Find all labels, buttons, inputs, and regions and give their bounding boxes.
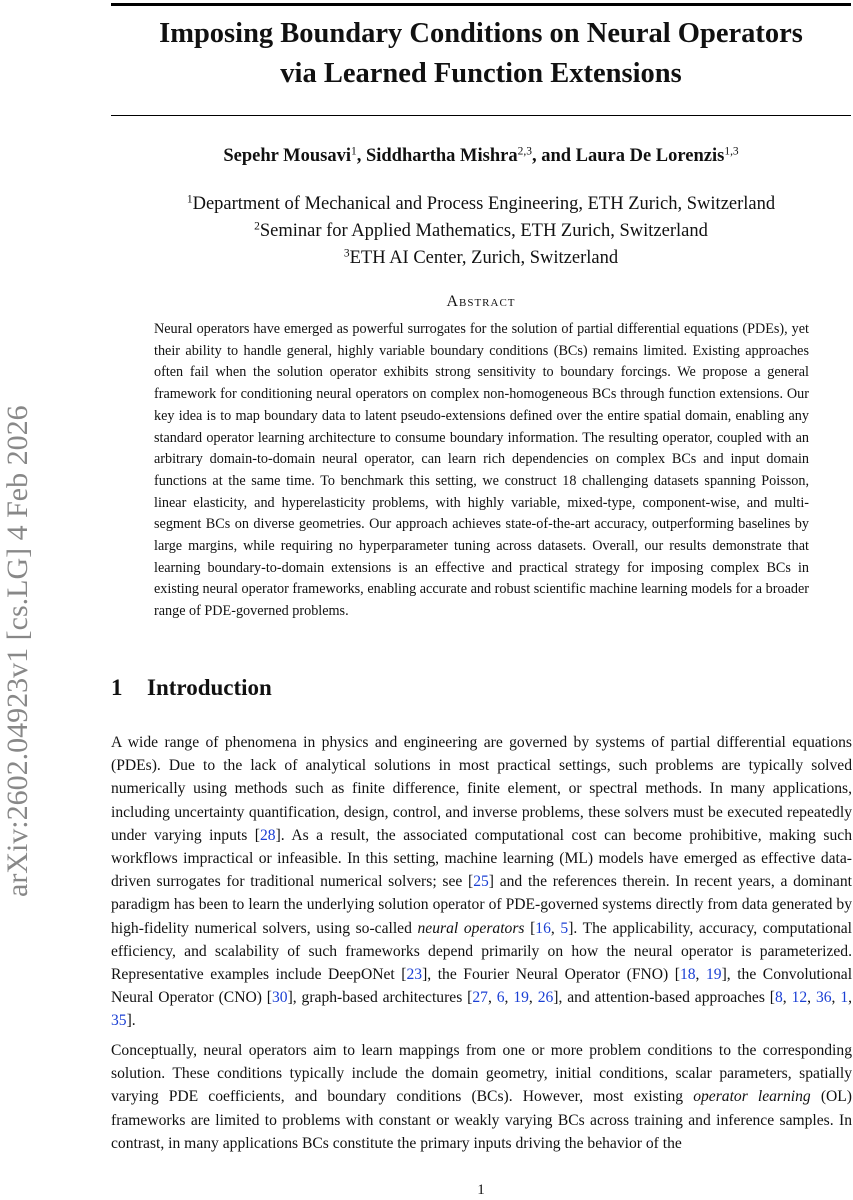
author-list: Sepehr Mousavi$^1$, Siddhartha Mishra$^{2,3}$, and Laura De Lorenzis$^{1,3}$ xyxy=(223,145,739,166)
page-number: 1 xyxy=(477,1182,485,1198)
affiliation-marker: 2 xyxy=(254,220,260,233)
paper-title xyxy=(111,14,851,94)
section-number: 1 xyxy=(111,675,123,700)
citation-link[interactable]: 35 xyxy=(111,1012,127,1030)
author-affiliation-marker: 1,3 xyxy=(724,145,739,158)
author-name: Sepehr Mousavi xyxy=(223,146,351,166)
affiliation-text: ETH AI Center, Zurich, Switzerland xyxy=(349,248,619,268)
citation-link[interactable]: 8 xyxy=(775,989,783,1007)
author-name: Siddhartha Mishra xyxy=(365,146,518,166)
citation-link[interactable]: 19 xyxy=(705,966,722,984)
citation-link[interactable]: 12 xyxy=(791,989,808,1007)
affiliation-list xyxy=(111,191,851,272)
citation-link[interactable]: 26 xyxy=(537,989,554,1007)
citation-link[interactable]: 16 xyxy=(535,919,551,937)
author-name: Laura De Lorenzis xyxy=(575,146,725,166)
top-rule xyxy=(111,3,851,6)
citation-link[interactable]: 6 xyxy=(496,989,505,1007)
citation-link[interactable]: 36 xyxy=(815,989,832,1007)
affiliation-text: Department of Mechanical and Process Engineering, ETH Zurich, Switzerland xyxy=(192,194,776,214)
affiliation-line xyxy=(111,191,851,218)
citation-link[interactable]: 23 xyxy=(406,966,423,984)
affiliation-line xyxy=(111,218,851,245)
emphasized-term: neural operators xyxy=(417,919,525,937)
citation-link[interactable]: 25 xyxy=(473,873,489,891)
abstract-heading: Abstract xyxy=(446,293,516,310)
citation-link[interactable]: 1 xyxy=(840,989,849,1007)
title-line-1: Imposing Boundary Conditions on Neural Operators xyxy=(159,18,803,49)
intro-paragraph-1: A wide range of phenomena in physics and engineering are governed by systems of partial differential equations (PDEs). Due to the lack of analytical solutions in most practical settings, such problems are typically solved numerically using methods such as finite difference, finite element, or spectral methods. In many applications, including uncertainty quantification, design, control, and inverse problems, these solvers must be executed repeatedly under varying inputs [28]. As a result, the associated computational cost can become prohibitive, making such workflows impractical or infeasible. In this setting, machine learning (ML) models have emerged as effective data-driven surrogates for traditional numerical solvers; see [25] and the references therein. In recent years, a dominant paradigm has been to learn the underlying solution operator of PDE-governed systems directly from data generated by high-fidelity numerical solvers, using so-called neural operators [16, 5]. The applicability, accuracy, computational efficiency, and scalability of such frameworks depend primarily on how the neural operator is parameterized. Representative examples include DeepONet [23], the Fourier Neural Operator (FNO) [18, 19], the Convolutional Neural Operator (CNO) [30], graph-based architectures [27, 6, 19, 26], and attention-based approaches [8, 12, 36, 1, 35]. xyxy=(111,734,853,1030)
emphasized-term: operator learning xyxy=(693,1088,811,1106)
citation-link[interactable]: 27 xyxy=(472,989,488,1007)
title-bottom-rule xyxy=(111,115,851,116)
citation-link[interactable]: 30 xyxy=(271,989,288,1007)
affiliation-line xyxy=(111,245,851,272)
section-heading xyxy=(111,675,272,701)
arxiv-identifier-stamp: arXiv:2602.04923v1 [cs.LG] 4 Feb 2026 xyxy=(1,405,34,897)
affiliation-text: Seminar for Applied Mathematics, ETH Zurich, Switzerland xyxy=(259,221,708,241)
citation-link[interactable]: 28 xyxy=(260,826,276,844)
affiliation-marker: 1 xyxy=(186,193,193,206)
title-line-2: via Learned Function Extensions xyxy=(280,58,682,89)
author-affiliation-marker: 2,3 xyxy=(517,145,532,158)
author-affiliation-marker: 1 xyxy=(350,145,357,158)
citation-link[interactable]: 19 xyxy=(513,989,529,1007)
intro-paragraph-2: Conceptually, neural operators aim to learn mappings from one or more problem conditions to the corresponding solution. These conditions typically include the domain geometry, initial conditions, scalar parameters, spatially varying PDE coefficients, and boundary conditions (BCs). However, most existing operator learning (OL) frameworks are limited to problems with constant or weakly varying BCs across training and inference samples. In contrast, in many applications BCs constitute the primary inputs driving the behavior of the xyxy=(111,1042,852,1152)
citation-link[interactable]: 5 xyxy=(560,919,569,937)
abstract-text: Neural operators have emerged as powerful surrogates for the solution of partial differential equations (PDEs), yet their ability to handle general, highly variable boundary conditions (BCs) remains limited. Existing approaches often fail when the solution operator exhibits strong sensitivity to boundary forcings. We propose a general framework for conditioning neural operators on complex non-homogeneous BCs through function extensions. Our key idea is to map boundary data to latent pseudo-extensions defined over the entire spatial domain, enabling any standard operator learning architecture to consume boundary information. The resulting operator, coupled with an arbitrary domain-to-domain neural operator, can learn rich dependencies on complex BCs and input domain functions at the same time. To benchmark this setting, we construct 18 challenging datasets spanning Poisson, linear elasticity, and hyperelasticity problems, with highly variable, mixed-type, component-wise, and multi-segment BCs on diverse geometries. Our approach achieves state-of-the-art accuracy, outperforming baselines by large margins, while requiring no hyperparameter tuning across datasets. Overall, our results demonstrate that learning boundary-to-domain extensions is an effective and practical strategy for imposing complex BCs in existing neural operator frameworks, enabling accurate and robust scientific machine learning models for a broader range of PDE-governed problems. xyxy=(154,321,809,620)
affiliation-marker: 3 xyxy=(343,247,350,260)
section-title: Introduction xyxy=(147,675,272,700)
citation-link[interactable]: 18 xyxy=(679,966,696,984)
